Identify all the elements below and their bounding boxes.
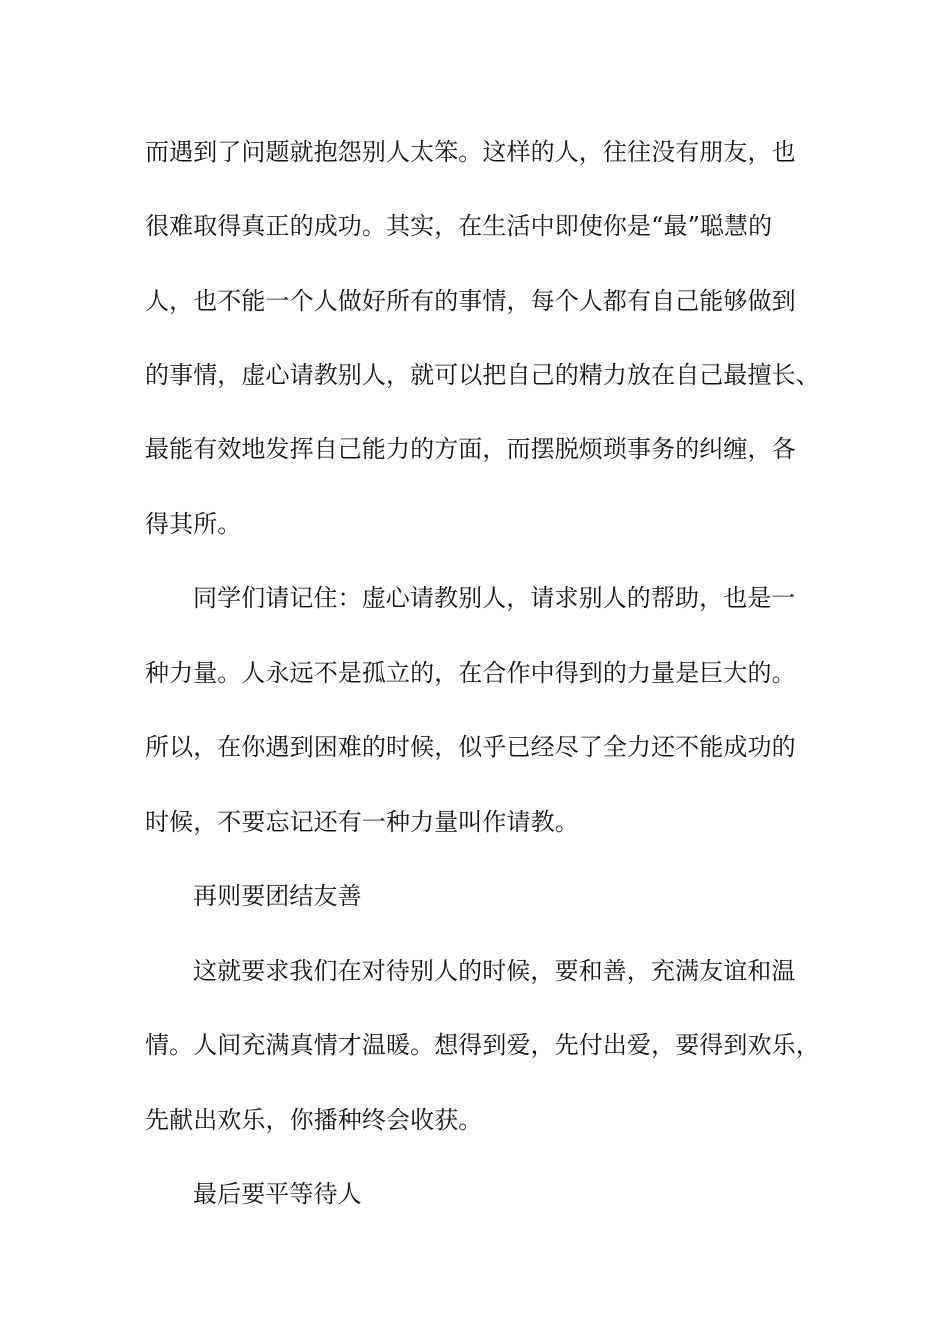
text-line: 而遇到了问题就抱怨别人太笨。这样的人，往往没有朋友，也: [145, 138, 796, 166]
text-line: 的事情，虚心请教别人，就可以把自己的精力放在自己最擅长、: [145, 361, 820, 389]
text-line: 先献出欢乐，你播种终会收获。: [145, 1106, 483, 1134]
section-heading: 再则要团结友善: [193, 882, 362, 910]
text-line: 所以，在你遇到困难的时候，似乎已经尽了全力还不能成功的: [145, 733, 796, 761]
text-line: 时候，不要忘记还有一种力量叫作请教。: [145, 808, 579, 836]
section-heading: 最后要平等待人: [193, 1180, 362, 1208]
text-line: 很难取得真正的成功。其实，在生活中即使你是“最”聪慧的: [145, 212, 773, 240]
text-line: 得其所。: [145, 510, 242, 538]
text-line: 种力量。人永远不是孤立的，在合作中得到的力量是巨大的。: [145, 659, 796, 687]
text-line: 最能有效地发挥自己能力的方面，而摆脱烦琐事务的纠缠，各: [145, 435, 796, 463]
paragraph-first-line: 这就要求我们在对待别人的时候，要和善，充满友谊和温: [193, 957, 796, 985]
paragraph-first-line: 同学们请记住：虚心请教别人，请求别人的帮助，也是一: [193, 584, 796, 612]
text-line: 人，也不能一个人做好所有的事情，每个人都有自己能够做到: [145, 287, 796, 315]
text-line: 情。人间充满真情才温暖。想得到爱，先付出爱，要得到欢乐，: [145, 1031, 820, 1059]
